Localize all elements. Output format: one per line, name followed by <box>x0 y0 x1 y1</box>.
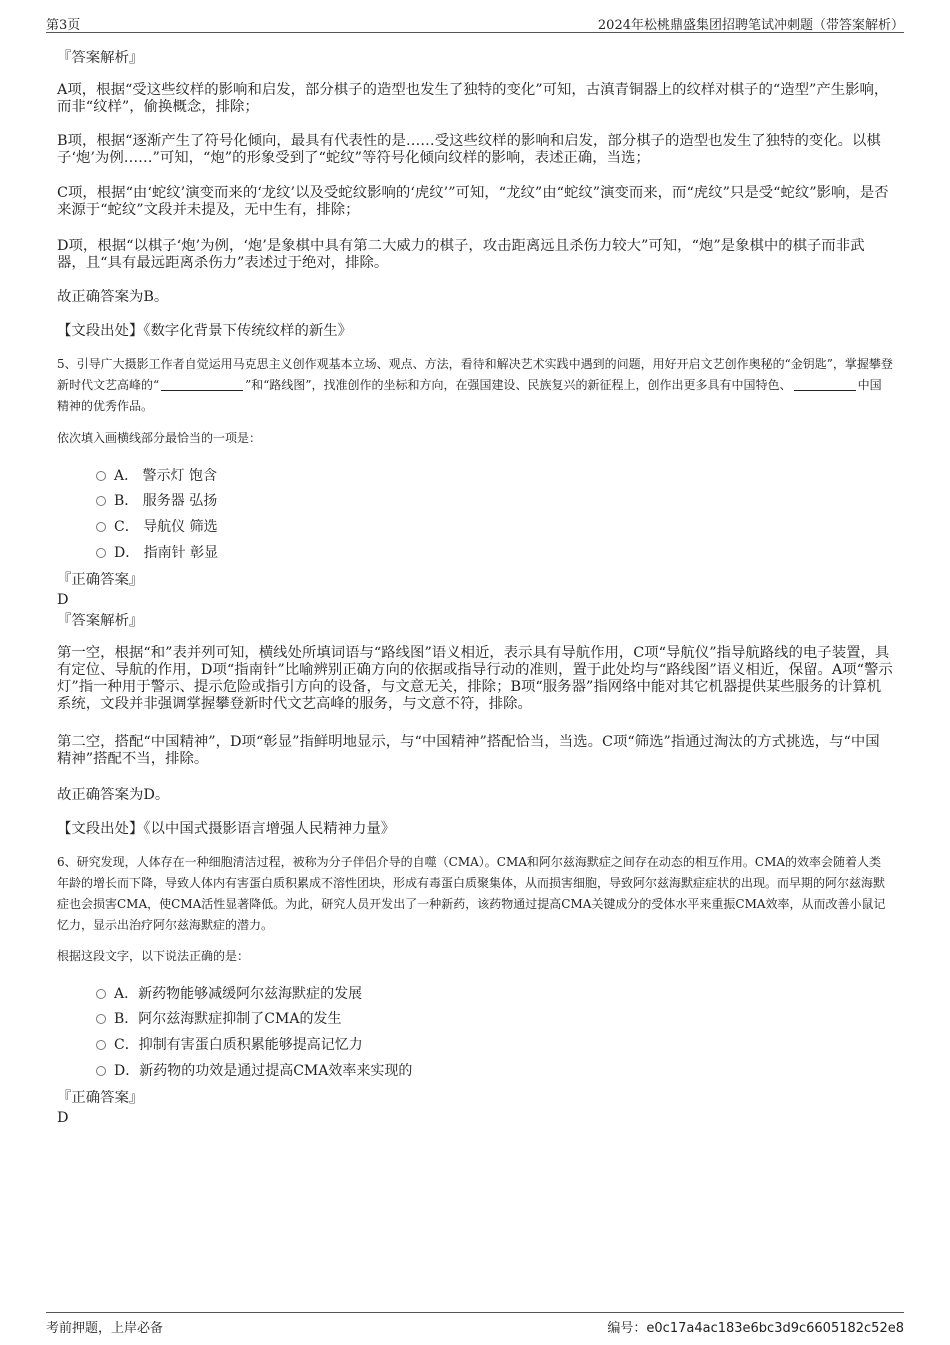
q5-prompt: 依次填入画横线部分最恰当的一项是： <box>57 431 262 445</box>
q5-option-d[interactable] <box>96 544 218 562</box>
q6-option-d[interactable] <box>96 1062 412 1080</box>
q6-option-c-label: C．抑制有害蛋白质积累能够提高记忆力 <box>114 1037 363 1053</box>
q5-blank-2 <box>794 378 856 391</box>
q5-option-b[interactable] <box>96 492 217 510</box>
q6-prompt: 根据这段文字，以下说法正确的是： <box>57 949 250 963</box>
radio-icon[interactable] <box>96 496 106 506</box>
q6-option-a[interactable] <box>96 985 362 1003</box>
q4-analysis-label: 『答案解析』 <box>57 50 144 66</box>
radio-icon[interactable] <box>96 548 106 558</box>
q6-stem: 6、研究发现，人体存在一种细胞清洁过程，被称为分子伴侣介导的自噬（CMA）。CMA和阿尔兹海默症之间存在动态的相互作用。CMA的效率会随着人类年龄的增长而下降，导致人体内有害蛋白质积累成不溶性团块，形成有毒蛋白质聚集体，从而损害细胞，导致阿尔兹海默症症状的出现。而早期的阿尔兹海默症也会损害CMA，使CMA活性显著降低。为此，研究人员开发出了一种新药，该药物通过提高CMA关键成分的受体水平来重振CMA效率，从而改善小鼠记忆力，显示出治疗阿尔兹海默症的潜力。 <box>57 855 886 932</box>
radio-icon[interactable] <box>96 1066 106 1076</box>
q6-option-b[interactable] <box>96 1010 341 1028</box>
q6-answer: D <box>57 1110 69 1126</box>
radio-icon[interactable] <box>96 989 106 999</box>
page-footer <box>46 1312 904 1337</box>
q4-analysis-c: C项，根据“由‘蛇纹’演变而来的‘龙纹’以及受蛇纹影响的‘虎纹’”可知，“龙纹”由“蛇纹”演变而来，而“虎纹”只是受“蛇纹”影响，是否来源于“蛇纹”文段并未提及，无中生有，排除； <box>57 185 889 218</box>
q6-option-b-label: B．阿尔兹海默症抑制了CMA的发生 <box>114 1011 342 1027</box>
q6-answer-label: 『正确答案』 <box>57 1090 144 1106</box>
q4-analysis-a: A项，根据“受这些纹样的影响和启发，部分棋子的造型也发生了独特的变化”可知，古滇青铜器上的纹样对棋子的“造型”产生影响，而非“纹样”，偷换概念，排除； <box>57 82 889 115</box>
q5-stem-part3: 中国精神的优秀作品。 <box>57 378 882 413</box>
q5-analysis-label: 『答案解析』 <box>57 613 144 629</box>
q5-analysis-1: 第一空，根据“和”表并列可知，横线处所填词语与“路线图”语义相近，表示具有导航作用，C项“导航仪”指导航路线的电子装置，具有定位、导航的作用，D项“指南针”比喻辨别正确方向的依据或指导行动的准则，置于此处均与“路线图”语义相近，保留。A项“警示灯”指一种用于警示、提示危险或指引方向的设备，与文意无关，排除；B项“服务器”指网络中能对其它机器提供某些服务的计算机系统，文段并非强调掌握攀登新时代文艺高峰的服务，与文意不符，排除。 <box>57 645 893 712</box>
q5-option-d-label: D． 指南针 彰显 <box>114 545 219 561</box>
page-header <box>46 10 904 33</box>
q5-analysis-2: 第二空，搭配“中国精神”，D项“彰显”指鲜明地显示，与“中国精神”搭配恰当，当选。C项“筛选”指通过淘汰的方式挑选，与“中国精神”搭配不当，排除。 <box>57 734 880 767</box>
document-code <box>607 1317 904 1336</box>
q5-option-c-label: C． 导航仪 筛选 <box>114 519 218 535</box>
q4-analysis-b: B项，根据“逐渐产生了符号化倾向，最具有代表性的是……受这些纹样的影响和启发，部分棋子的造型也发生了独特的变化。以棋子‘炮’为例……”可知，“炮”的形象受到了“蛇纹”等符号化倾向纹样的影响，表述正确，当选； <box>57 133 881 166</box>
radio-icon[interactable] <box>96 1014 106 1024</box>
q5-option-c[interactable] <box>96 518 218 536</box>
q5-stem-part1: 5、引导广大摄影工作者自觉运用马克思主义创作观基本立场、观点、方法，看待和解决艺术实践中遇到的问题，用好开启文艺创作奥秘的“金钥匙”，掌握攀登新时代文艺高峰的“ <box>57 357 893 392</box>
q4-source: 【文段出处】《数字化背景下传统纹样的新生》 <box>57 323 353 339</box>
q5-option-a[interactable] <box>96 467 217 485</box>
q5-blank-1 <box>161 378 243 391</box>
footer-slogan: 考前押题，上岸必备 <box>46 1321 164 1336</box>
document-title: 2024年松桃鼎盛集团招聘笔试冲刺题（带答案解析） <box>597 18 904 33</box>
q5-option-a-label: A． 警示灯 饱含 <box>114 468 218 484</box>
radio-icon[interactable] <box>96 471 106 481</box>
page-number: 第3页 <box>46 18 81 33</box>
q6-option-a-label: A．新药物能够减缓阿尔兹海默症的发展 <box>114 986 363 1002</box>
document-code-label: 编号： <box>607 1321 647 1336</box>
radio-icon[interactable] <box>96 522 106 532</box>
document-code-value: e0c17a4ac183e6bc3d9c6605182c52e8 <box>646 1321 904 1336</box>
q5-source: 【文段出处】《以中国式摄影语言增强人民精神力量》 <box>57 821 396 837</box>
q5-conclusion: 故正确答案为D。 <box>57 787 170 803</box>
q6-option-d-label: D．新药物的功效是通过提高CMA效率来实现的 <box>114 1063 413 1079</box>
q4-conclusion: 故正确答案为B。 <box>57 289 169 305</box>
q6-option-c[interactable] <box>96 1036 363 1054</box>
q5-option-b-label: B． 服务器 弘扬 <box>114 493 218 509</box>
q5-stem <box>57 354 893 417</box>
q5-answer-label: 『正确答案』 <box>57 572 144 588</box>
q5-answer: D <box>57 592 69 608</box>
q5-stem-part2: ”和“路线图”，找准创作的坐标和方向，在强国建设、民族复兴的新征程上，创作出更多具有中国特色、 <box>245 378 792 392</box>
q4-analysis-d: D项，根据“以棋子‘炮’为例，‘炮’是象棋中具有第二大威力的棋子，攻击距离远且杀伤力较大”可知，“炮”是象棋中的棋子而非武器，且“具有最远距离杀伤力”表述过于绝对，排除。 <box>57 238 865 271</box>
radio-icon[interactable] <box>96 1040 106 1050</box>
